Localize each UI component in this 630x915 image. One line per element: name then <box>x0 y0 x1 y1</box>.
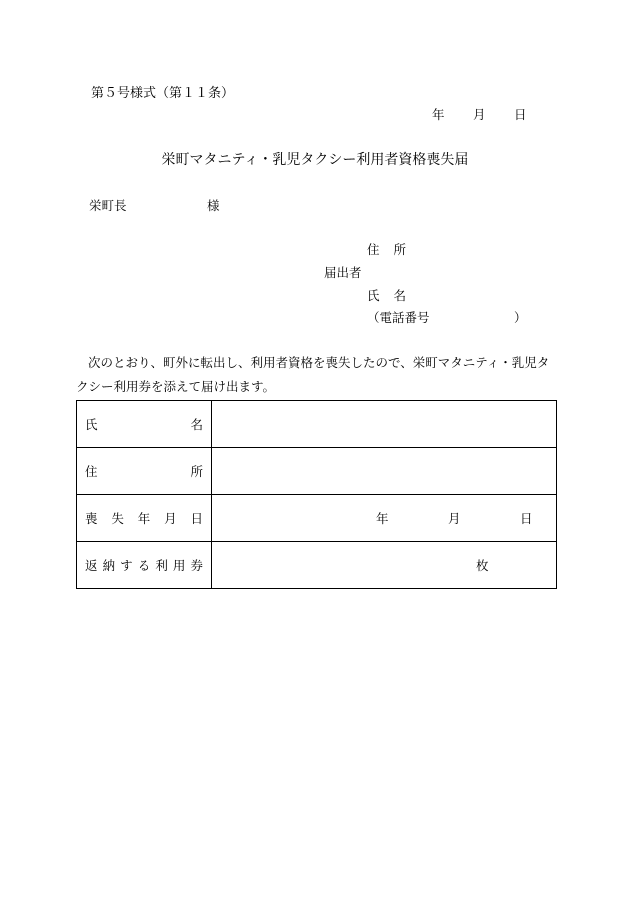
label-char: 名 <box>190 417 203 432</box>
loss-date-input[interactable] <box>212 495 557 542</box>
label-char: 用 <box>172 558 186 573</box>
label-char: 月 <box>164 511 177 526</box>
label-char: 喪 <box>85 511 98 526</box>
applicant-name-label: 氏名 <box>367 288 421 303</box>
loss-date-day-label: 日 <box>520 511 533 526</box>
loss-date-label-cell <box>77 495 212 542</box>
applicant-phone-label: （電話番号 <box>367 310 430 325</box>
label-char: 年 <box>137 511 151 526</box>
label-char: 納 <box>102 558 116 573</box>
table-row-address <box>77 448 557 495</box>
addressee-honorific: 様 <box>207 198 220 213</box>
coupon-unit-label: 枚 <box>476 558 489 573</box>
returned-coupons-label-cell <box>77 542 212 589</box>
label-char: る <box>137 558 151 573</box>
form-table <box>76 400 557 589</box>
address-label-cell <box>77 448 212 495</box>
label-char: 氏 <box>85 417 98 432</box>
loss-date-month-label: 月 <box>448 511 461 526</box>
applicant-phone-close: ） <box>514 310 527 325</box>
table-row-loss-date <box>77 495 557 542</box>
label-char: 所 <box>190 464 203 479</box>
label-char: 失 <box>111 511 124 526</box>
name-input[interactable] <box>212 401 557 448</box>
label-char: 日 <box>190 511 203 526</box>
name-label-cell <box>77 401 212 448</box>
label-char: 券 <box>190 558 203 573</box>
loss-date-year-label: 年 <box>376 511 389 526</box>
address-input[interactable] <box>212 448 557 495</box>
label-char: す <box>120 558 133 573</box>
table-row-returned-coupons <box>77 542 557 589</box>
body-text: 次のとおり、町外に転出し、利用者資格を喪失したので、栄町マタニティ・乳児タクシー利用券を添えて届け出ます。 <box>76 355 550 394</box>
table-row-name <box>77 401 557 448</box>
addressee-name: 栄町長 <box>89 198 127 213</box>
date-year-label: 年 <box>432 107 445 122</box>
returned-coupons-input[interactable] <box>212 542 557 589</box>
date-month-label: 月 <box>473 107 486 122</box>
label-char: 返 <box>85 558 98 573</box>
applicant-address-label: 住所 <box>367 242 421 257</box>
label-char: 利 <box>155 558 168 573</box>
form-number: 第５号様式（第１１条） <box>91 86 235 101</box>
date-day-label: 日 <box>514 107 527 122</box>
applicant-filer-label: 届出者 <box>324 265 362 280</box>
document-title: 栄町マタニティ・乳児タクシー利用者資格喪失届 <box>161 152 469 168</box>
label-char: 住 <box>85 464 98 479</box>
